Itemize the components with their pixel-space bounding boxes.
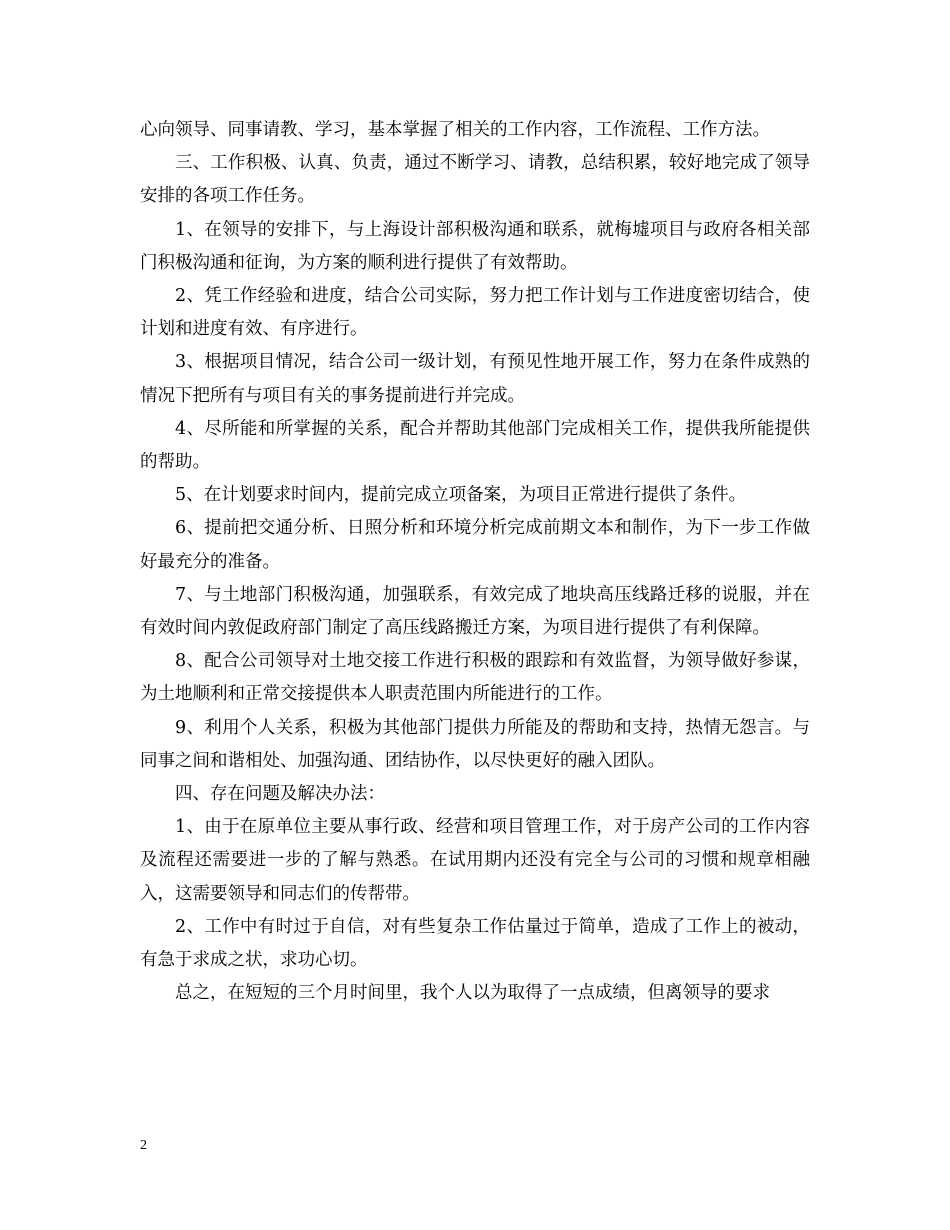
paragraph-item-6: 6、提前把交通分析、日照分析和环境分析完成前期文本和制作，为下一步工作做好最充分的准备。: [140, 518, 810, 572]
paragraph-item-5: 5、在计划要求时间内，提前完成立项备案，为项目正常进行提供了条件。: [175, 485, 747, 506]
paragraph-item-3: 3、根据项目情况，结合公司一级计划，有预见性地开展工作，努力在条件成熟的情况下把所有与项目有关的事务提前进行并完成。: [140, 352, 810, 406]
paragraph-item-8: 8、配合公司领导对土地交接工作进行积极的跟踪和有效监督，为领导做好参谋，为土地顺利和正常交接提供本人职责范围内所能进行的工作。: [140, 651, 810, 705]
paragraph-item-7: 7、与土地部门积极沟通，加强联系，有效完成了地块高压线路迁移的说服，并在有效时间内敦促政府部门制定了高压线路搬迁方案，为项目进行提供了有利保障。: [140, 584, 810, 639]
page-number: 2: [140, 1138, 147, 1153]
paragraph-item-9: 9、利用个人关系，积极为其他部门提供力所能及的帮助和支持，热情无怨言。与同事之间和谐相处、加强沟通、团结协作，以尽快更好的融入团队。: [140, 717, 810, 771]
paragraph-section-three: 三、工作积极、认真、负责，通过不断学习、请教，总结积累，较好地完成了领导安排的各项工作任务。: [140, 153, 810, 207]
paragraph-item-2: 2、凭工作经验和进度，结合公司实际，努力把工作计划与工作进度密切结合，使计划和进度有效、有序进行。: [140, 286, 810, 340]
paragraph-problem-1: 1、由于在原单位主要从事行政、经营和项目管理工作，对于房产公司的工作内容及流程还需要进一步的了解与熟悉。在试用期内还没有完全与公司的习惯和规章相融入，这需要领导和同志们的传帮带。: [140, 817, 810, 904]
paragraph-problem-2: 2、工作中有时过于自信，对有些复杂工作估量过于简单，造成了工作上的被动，有急于求成之状，求功心切。: [140, 916, 810, 971]
paragraph-continued: 心向领导、同事请教、学习，基本掌握了相关的工作内容，工作流程、工作方法。: [140, 120, 770, 140]
body-text: [140, 114, 810, 1010]
paragraph-conclusion: 总之，在短短的三个月时间里，我个人以为取得了一点成绩，但离领导的要求: [175, 983, 770, 1004]
paragraph-section-four: 四、存在问题及解决办法：: [175, 784, 385, 805]
paragraph-item-4: 4、尽所能和所掌握的关系，配合并帮助其他部门完成相关工作，提供我所能提供的帮助。: [140, 418, 810, 473]
paragraph-item-1: 1、在领导的安排下，与上海设计部积极沟通和联系，就梅墟项目与政府各相关部门积极沟通和征询，为方案的顺利进行提供了有效帮助。: [140, 219, 810, 273]
